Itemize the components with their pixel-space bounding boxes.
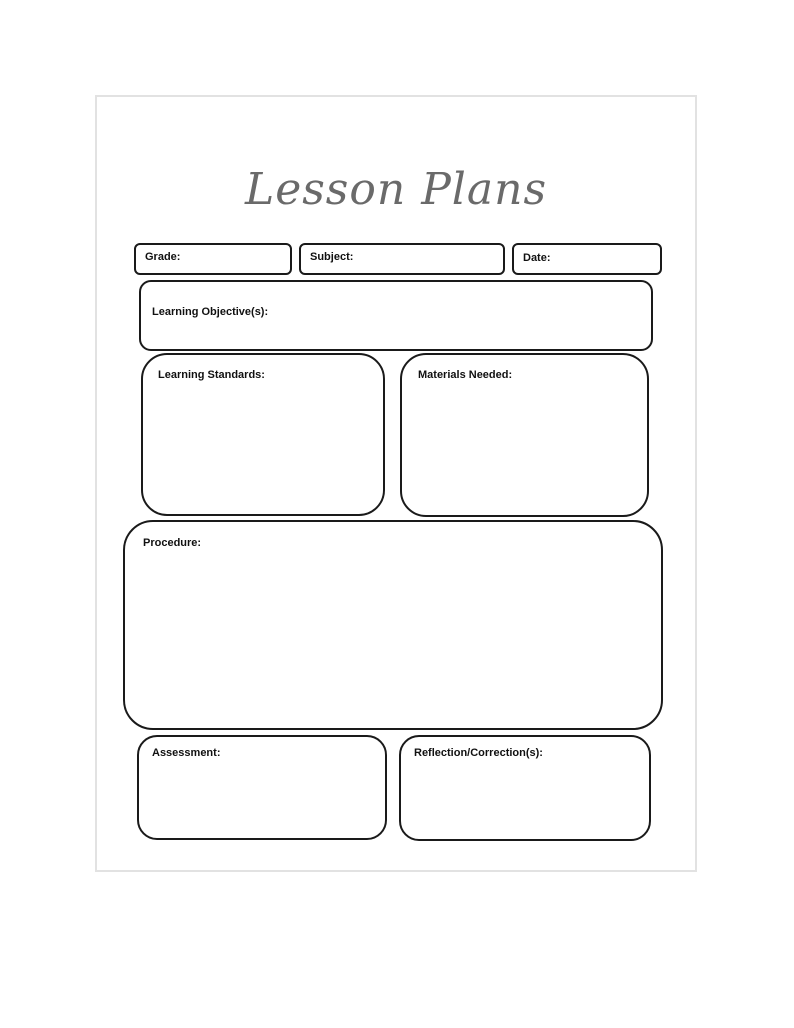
materials-needed-box[interactable] bbox=[400, 353, 649, 517]
learning-objectives-box[interactable] bbox=[139, 280, 653, 351]
reflection-box[interactable] bbox=[399, 735, 651, 841]
page-title: Lesson Plans bbox=[244, 164, 548, 215]
reflection-label: Reflection/Correction(s): bbox=[414, 747, 543, 759]
assessment-label: Assessment: bbox=[152, 747, 221, 759]
date-field[interactable] bbox=[512, 243, 662, 275]
subject-label: Subject: bbox=[310, 251, 354, 263]
grade-label: Grade: bbox=[145, 251, 181, 263]
learning-standards-box[interactable] bbox=[141, 353, 385, 516]
subject-field[interactable] bbox=[299, 243, 505, 275]
grade-field[interactable] bbox=[134, 243, 292, 275]
procedure-box[interactable] bbox=[123, 520, 663, 730]
procedure-label: Procedure: bbox=[143, 537, 202, 549]
materials-needed-label: Materials Needed: bbox=[418, 369, 513, 381]
learning-standards-label: Learning Standards: bbox=[158, 369, 265, 381]
date-label: Date: bbox=[523, 252, 551, 264]
assessment-box[interactable] bbox=[137, 735, 387, 840]
learning-objectives-label: Learning Objective(s): bbox=[152, 306, 269, 318]
